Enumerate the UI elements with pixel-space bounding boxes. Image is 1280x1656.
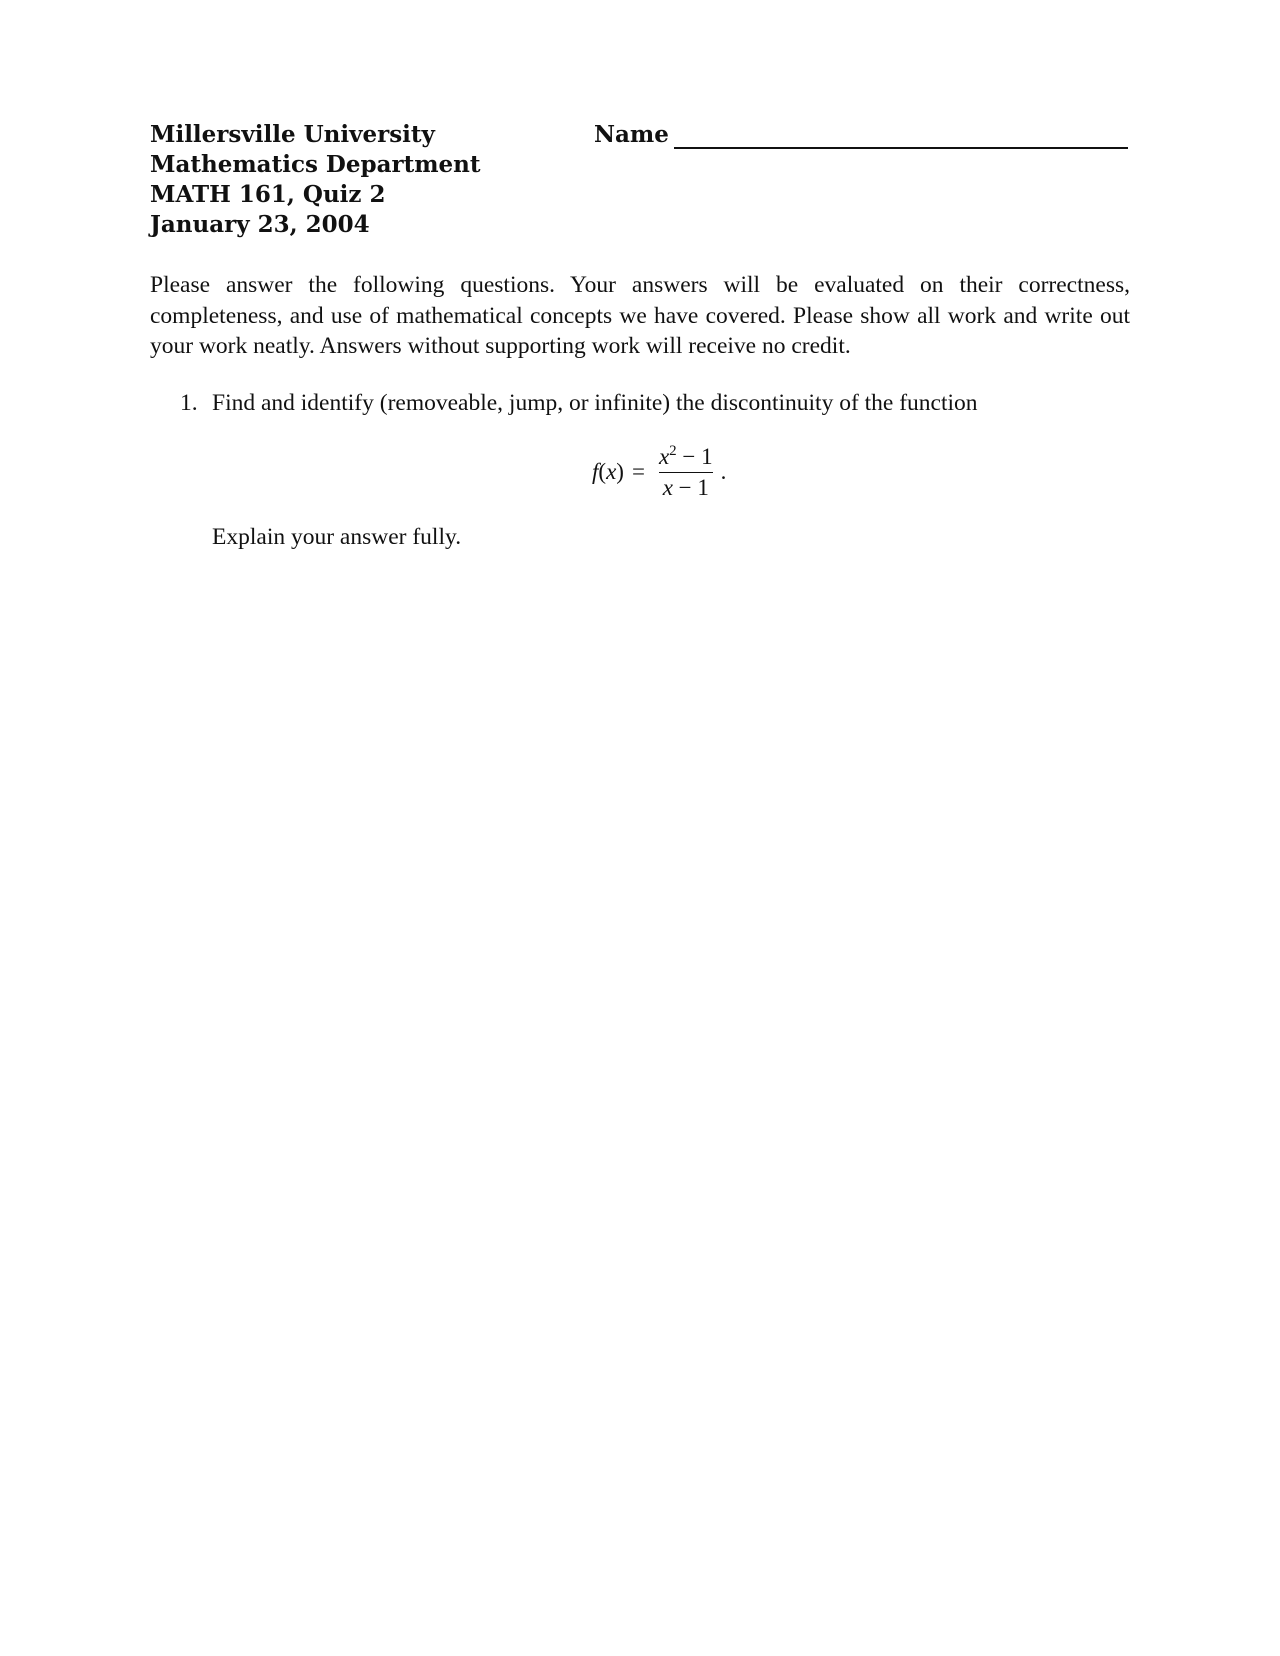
formula-denominator: x − 1 xyxy=(659,472,713,501)
formula-equals: = xyxy=(631,459,645,484)
question-number: 1. xyxy=(180,390,198,416)
question-followup: Explain your answer fully. xyxy=(212,524,462,550)
department-name: Mathematics Department xyxy=(150,151,481,178)
function-formula: f ( x ) = $\frac{x^2 - 1}{x - 1}$ . xyxy=(592,442,727,500)
formula-func-var: x xyxy=(606,459,617,484)
formula-period: . xyxy=(720,459,727,484)
formula-func-name: f xyxy=(592,459,599,484)
name-field xyxy=(594,120,1128,152)
name-label: Name xyxy=(594,121,669,148)
name-blank-line[interactable] xyxy=(674,147,1128,149)
university-name: Millersville University xyxy=(150,121,435,148)
question-text: Find and identify (removeable, jump, or infinite) the discontinuity of the function xyxy=(212,390,978,416)
quiz-date: January 23, 2004 xyxy=(150,211,370,238)
course-title: MATH 161, Quiz 2 xyxy=(150,181,386,208)
question-1 xyxy=(180,388,1130,418)
formula-numerator: $x^2 - 1$ xyxy=(658,442,713,469)
header-info xyxy=(150,120,481,240)
formula-fraction xyxy=(655,444,717,501)
instructions-paragraph: Please answer the following questions. Your answers will be evaluated on their correctness, completeness, and use of mathematical concepts we have covered. Please show all work and write out your work neatly. Answers without supporting work will receive no credit. xyxy=(150,272,1130,359)
